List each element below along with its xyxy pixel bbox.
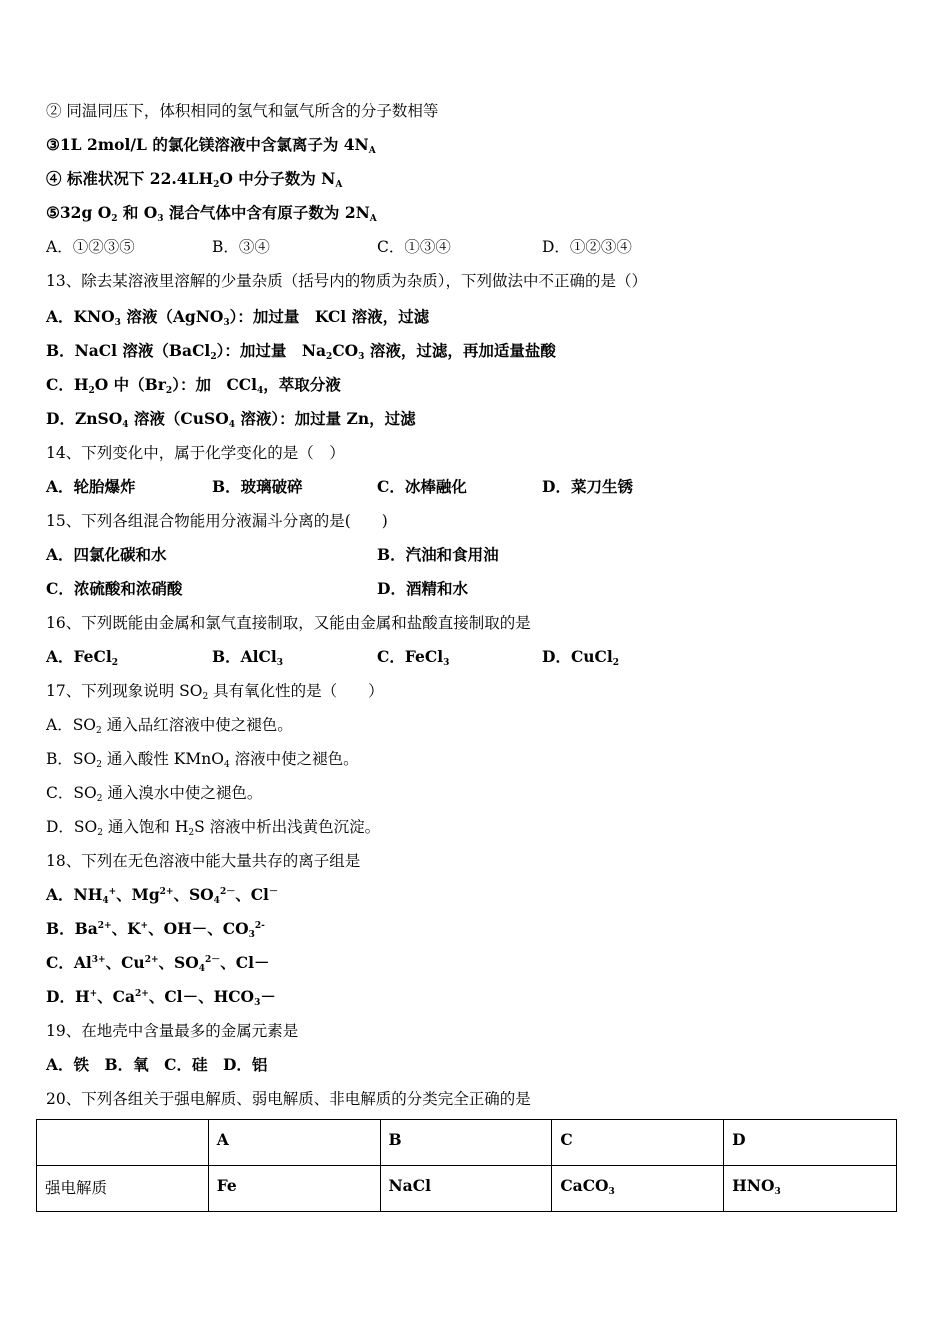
q12-statement-3: ③1L 2mol/L 的氯化镁溶液中含氯离子为 $4N_A$ <box>46 135 376 156</box>
q19-stem: 19、在地壳中含量最多的金属元素是 <box>46 1022 299 1040</box>
q14-option-a: A．轮胎爆炸 <box>46 477 136 496</box>
q18-stem: 18、下列在无色溶液中能大量共存的离子组是 <box>46 852 361 870</box>
table-cell: $HNO_3$ <box>724 1166 897 1212</box>
table-header-cell: D <box>724 1120 897 1166</box>
q18-option-c: C．$Al^{3+}$、$Cu^{2+}$、$SO_4^{2-}$、Cl－ <box>46 953 270 974</box>
q16-option-a: A．FeCl$_2$ <box>46 647 119 668</box>
table-header-cell: B <box>380 1120 552 1166</box>
q18-option-d: D．H+、$Ca^{2+}$、Cl－、$HCO_3-$ <box>46 987 276 1008</box>
q15-stem: 15、下列各组混合物能用分液漏斗分离的是( ) <box>46 512 388 530</box>
q17-option-c: C．$SO_2$ 通入溴水中使之褪色。 <box>46 784 263 804</box>
q16-option-b: B．AlCl$_3$ <box>212 647 284 668</box>
q16-option-c: C．FeCl$_3$ <box>377 647 450 668</box>
q13-option-a: A．$KNO_3$ 溶液（AgNO$_3$）：加过量 KCl 溶液，过滤 <box>46 307 430 328</box>
q17-option-b: B．$SO_2$ 通入酸性 KMnO$_4$ 溶液中使之褪色。 <box>46 750 359 770</box>
q13-stem: 13、除去某溶液里溶解的少量杂质（括号内的物质为杂质），下列做法中不正确的是（） <box>46 272 647 290</box>
table-cell: NaCl <box>380 1166 552 1212</box>
q19-options: A．铁 B．氧 C．硅 D．铝 <box>46 1055 268 1074</box>
table-header-cell <box>37 1120 209 1166</box>
table-cell: CaCO$_3$ <box>552 1166 724 1212</box>
table-row-label: 强电解质 <box>37 1166 209 1212</box>
table-header-cell: C <box>552 1120 724 1166</box>
q20-classification-table <box>36 1119 897 1212</box>
table-header-cell: A <box>208 1120 380 1166</box>
table-row <box>37 1166 897 1212</box>
q14-option-b: B．玻璃破碎 <box>212 477 303 496</box>
q12-statement-5: ⑤32g $O_2$ 和 $O_3$ 混合气体中含有原子数为 $2N_A$ <box>46 203 377 224</box>
q12-statement-4: ④ 标准状况下 $22.4LH_2O$ 中分子数为 $N_A$ <box>46 169 343 190</box>
table-cell: Fe <box>208 1166 380 1212</box>
q18-option-b: B．$Ba^{2+}$、K+、OH－、$CO_3^{2-}$ <box>46 919 265 940</box>
q14-option-c: C．冰棒融化 <box>377 477 467 496</box>
q13-option-b: B．NaCl 溶液（BaCl$_2$）：加过量 $Na_2CO_3$ 溶液，过滤，再加适量盐酸 <box>46 341 556 362</box>
q12-option-a: A．①②③⑤ <box>46 238 135 256</box>
q13-option-d: D．ZnSO$_4$ 溶液（CuSO$_4$ 溶液）：加过量 Zn，过滤 <box>46 409 416 430</box>
table-header-row <box>37 1120 897 1166</box>
q17-option-a: A．$SO_2$ 通入品红溶液中使之褪色。 <box>46 716 293 736</box>
q14-stem: 14、下列变化中，属于化学变化的是（ ） <box>46 444 345 462</box>
q13-option-c: C．$H_2O$ 中$(Br_2)$：加 CCl$_4$，萃取分液 <box>46 375 341 396</box>
q20-stem: 20、下列各组关于强电解质、弱电解质、非电解质的分类完全正确的是 <box>46 1090 531 1108</box>
q17-stem: 17、下列现象说明 $SO_2$ 具有氧化性的是（ ） <box>46 682 384 702</box>
q15-option-c: C．浓硫酸和浓硝酸 <box>46 579 183 598</box>
q16-option-d: D．CuCl$_2$ <box>542 647 620 668</box>
q12-option-b: B．③④ <box>212 238 270 256</box>
q16-stem: 16、下列既能由金属和氯气直接制取，又能由金属和盐酸直接制取的是 <box>46 614 531 632</box>
q17-option-d: D．$SO_2$ 通入饱和 $H_2S$ 溶液中析出浅黄色沉淀。 <box>46 818 381 838</box>
q18-option-a: A．$NH_4^+$、$Mg^{2+}$、$SO_4^{2-}$、Cl－ <box>46 885 278 906</box>
q12-statement-2: ② 同温同压下，体积相同的氢气和氩气所含的分子数相等 <box>46 102 439 120</box>
q12-option-c: C．①③④ <box>377 238 451 256</box>
q14-option-d: D．菜刀生锈 <box>542 477 633 496</box>
q15-option-b: B．汽油和食用油 <box>377 545 499 564</box>
q15-option-d: D．酒精和水 <box>377 579 468 598</box>
q12-option-d: D．①②③④ <box>542 238 632 256</box>
q15-option-a: A．四氯化碳和水 <box>46 545 167 564</box>
